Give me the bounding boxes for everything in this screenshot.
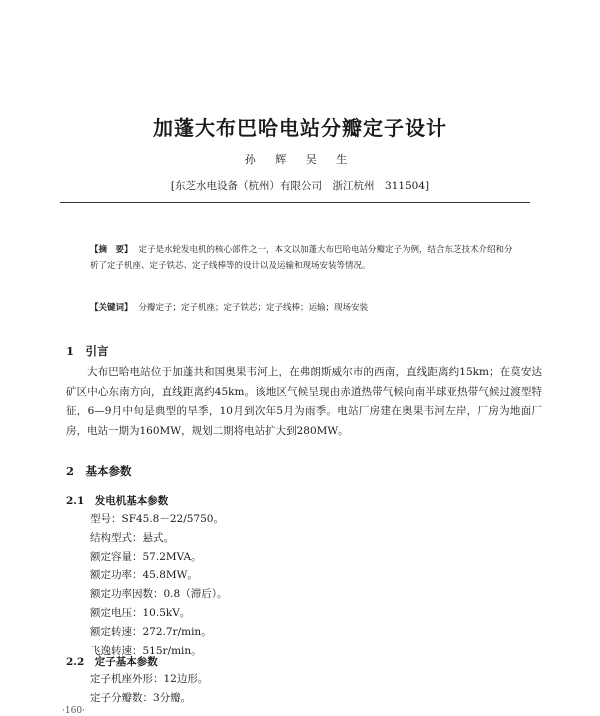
- paper-title: 加蓬大布巴哈电站分瓣定子设计: [153, 116, 447, 140]
- intro-paragraph: 大布巴哈电站位于加蓬共和国奥果韦河上，在弗朗斯威尔市的西南，直线距离约15km；在莫安达矿区中心东南方向，直线距离约45km。该地区气候呈现由赤道热带气候向南半球亚热带气候过渡型特征，6—9月中旬是典型的旱季，10月到次年5月为雨季。电站厂房建在奥果韦河左岸，厂房为地面厂房，电站一期为160MW，规划二期将电站扩大到280MW。: [66, 366, 542, 437]
- param-item: 飞逸转速：515r/min。: [90, 644, 202, 657]
- param-item: 额定容量：57.2MVA。: [90, 550, 202, 563]
- keywords-text: 分瓣定子；定子机座；定子铁芯；定子线棒；运输；现场安装: [138, 303, 369, 313]
- stator-params: [90, 670, 208, 708]
- page-number: ·160·: [62, 706, 85, 716]
- affiliation: [东芝水电设备（杭州）有限公司 浙江杭州 311504]: [170, 180, 430, 192]
- section-2-1-heading: 2.1 发电机基本参数: [66, 495, 169, 507]
- section-1-heading: 1 引言: [66, 344, 109, 358]
- param-item: 额定转速：272.7r/min。: [90, 625, 212, 638]
- keywords-label: 【关键词】: [90, 303, 133, 313]
- abstract: [90, 243, 520, 274]
- param-item: 额定功率：45.8MW。: [90, 569, 198, 582]
- param-item: 结构型式：悬式。: [90, 531, 174, 544]
- section-2-heading: 2 基本参数: [66, 464, 132, 478]
- title-divider: [60, 202, 530, 203]
- param-item: 型号：SF45.8－22/5750。: [90, 513, 224, 525]
- authors: 孙 辉 吴 生: [244, 153, 356, 166]
- generator-params: [90, 510, 227, 660]
- param-item: 定子机座外形：12边形。: [90, 673, 209, 685]
- abstract-label: 【摘 要】: [90, 245, 133, 255]
- keywords: [90, 301, 530, 313]
- param-item: 额定电压：10.5kV。: [90, 606, 191, 619]
- param-item: 定子分瓣数：3分瓣。: [90, 691, 192, 704]
- section-2-2-heading: 2.2 定子基本参数: [66, 656, 158, 668]
- abstract-text: 定子是水轮发电机的核心部件之一，本文以加蓬大布巴哈电站分瓣定子为例，结合东芝技术介绍和分析了定子机座、定子铁芯、定子线棒等的设计以及运输和现场安装等情况。: [90, 245, 513, 271]
- section-1-paragraph: [66, 363, 542, 441]
- param-item: 额定功率因数：0.8（滞后）。: [90, 588, 228, 601]
